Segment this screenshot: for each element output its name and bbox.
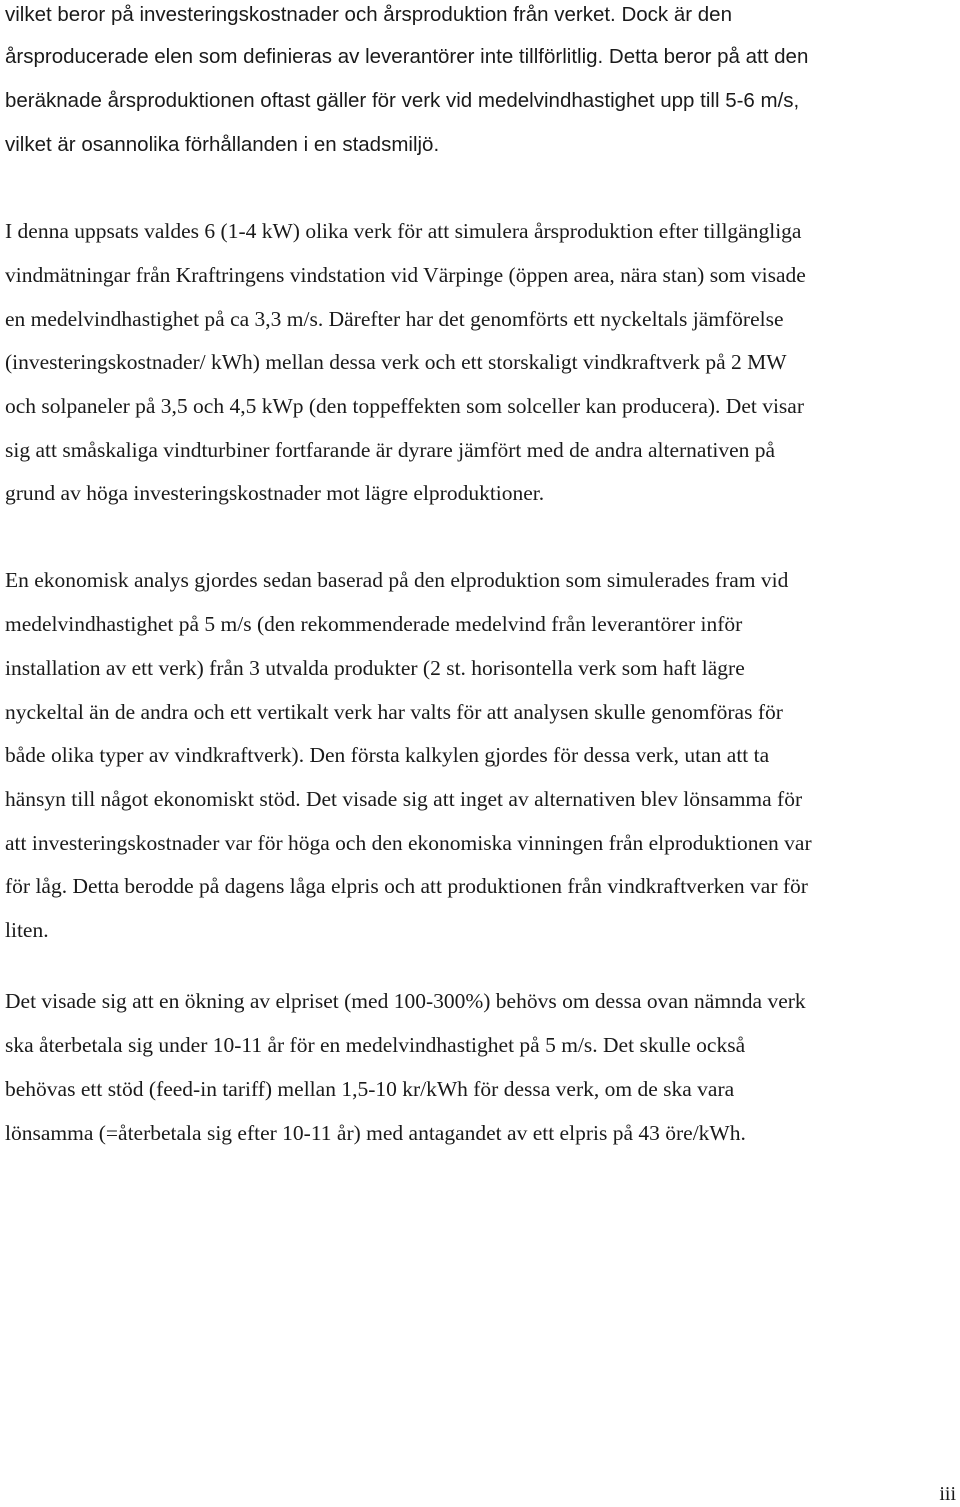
paragraph-3-line-8: för låg. Detta berodde på dagens låga elpris och att produktionen från vindkraftverken var för [5, 874, 808, 898]
paragraph-4-line-2: ska återbetala sig under 10-11 år för en medelvindhastighet på 5 m/s. Det skulle också [5, 1033, 746, 1057]
paragraph-3-line-5: både olika typer av vindkraftverk). Den första kalkylen gjordes för dessa verk, utan att ta [5, 743, 770, 767]
paragraph-3-line-4: nyckeltal än de andra och ett vertikalt verk har valts för att analysen skulle genomföras för [5, 700, 783, 724]
paragraph-3-line-7: att investeringskostnader var för höga och den ekonomiska vinningen från elproduktionen var [5, 831, 812, 855]
paragraph-4-line-1: Det visade sig att en ökning av elpriset (med 100-300%) behövs om dessa ovan nämnda verk [5, 989, 806, 1013]
paragraph-1-line-1: vilket beror på investeringskostnader och årsproduktion från verket. Dock är den [5, 3, 732, 26]
paragraph-4-line-4: lönsamma (=återbetala sig efter 10-11 år) med antagandet av ett elpris på 43 öre/kWh. [5, 1121, 746, 1145]
paragraph-2-line-5: och solpaneler på 3,5 och 4,5 kWp (den toppeffekten som solceller kan producera). Det visar [5, 394, 805, 418]
paragraph-2-line-3: en medelvindhastighet på ca 3,3 m/s. Därefter har det genomförts ett nyckeltals jämförelse [5, 307, 784, 331]
paragraph-3-line-2: medelvindhastighet på 5 m/s (den rekommenderade medelvind från leverantörer inför [5, 612, 743, 636]
paragraph-1-line-4: vilket är osannolika förhållanden i en stadsmiljö. [5, 133, 440, 156]
paragraph-1-line-3: beräknade årsproduktionen oftast gäller för verk vid medelvindhastighet upp till 5-6 m/s, [5, 89, 800, 112]
paragraph-4-line-3: behövas ett stöd (feed-in tariff) mellan 1,5-10 kr/kWh för dessa verk, om de ska vara [5, 1077, 735, 1101]
paragraph-2-line-4: (investeringskostnader/ kWh) mellan dessa verk och ett storskaligt vindkraftverk på 2 MW [5, 350, 787, 374]
paragraph-3-line-9: liten. [5, 918, 49, 942]
paragraph-3-line-6: hänsyn till något ekonomiskt stöd. Det visade sig att inget av alternativen blev lönsamma för [5, 787, 803, 811]
paragraph-2-line-7: grund av höga investeringskostnader mot lägre elproduktioner. [5, 481, 545, 505]
paragraph-2-line-2: vindmätningar från Kraftringens vindstation vid Värpinge (öppen area, nära stan) som visade [5, 263, 806, 287]
paragraph-3-line-1: En ekonomisk analys gjordes sedan baserad på den elproduktion som simulerades fram vid [5, 568, 789, 592]
paragraph-2-line-6: sig att småskaliga vindturbiner fortfarande är dyrare jämfört med de andra alternativen på [5, 438, 776, 462]
paragraph-1-line-2: årsproducerade elen som definieras av leverantörer inte tillförlitlig. Detta beror på att den [5, 45, 809, 68]
paragraph-2-line-1: I denna uppsats valdes 6 (1-4 kW) olika verk för att simulera årsproduktion efter tillgängliga [5, 219, 802, 243]
paragraph-3-line-3: installation av ett verk) från 3 utvalda produkter (2 st. horisontella verk som haft lägre [5, 656, 745, 680]
page-number: iii [939, 1483, 956, 1505]
